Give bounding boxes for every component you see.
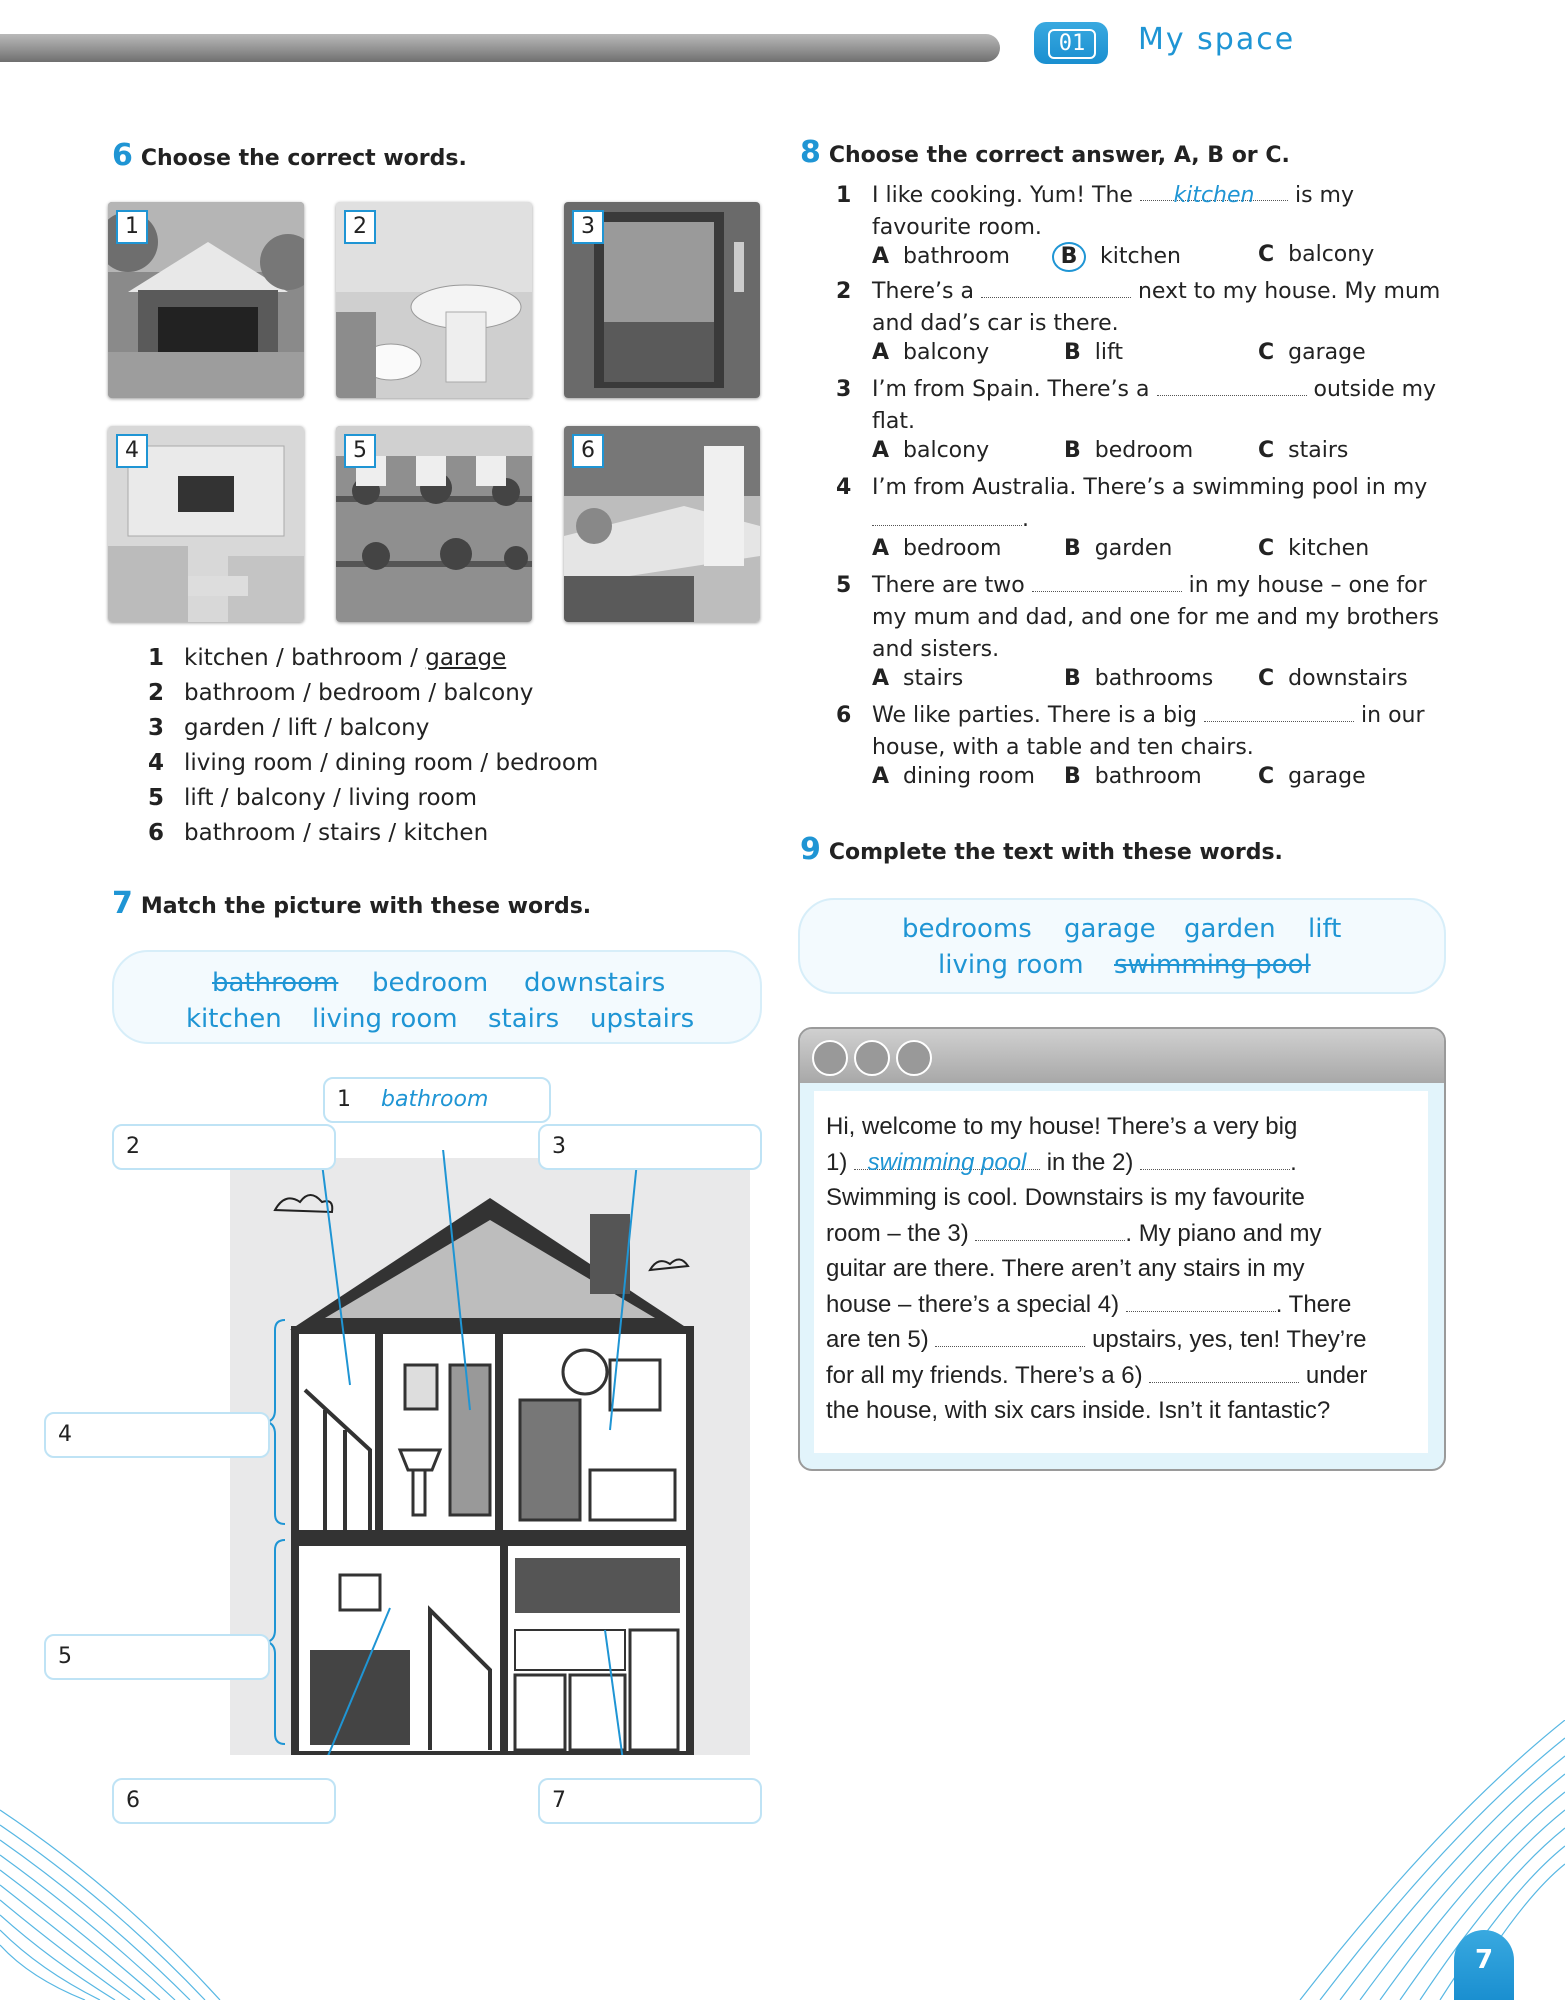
answer-blank[interactable] bbox=[1149, 1362, 1299, 1383]
ex8-option-b[interactable]: B bathrooms bbox=[1064, 666, 1214, 691]
browser-window bbox=[798, 1027, 1446, 1471]
window-button-icon bbox=[896, 1040, 932, 1076]
ex8-option-a[interactable]: A stairs bbox=[872, 666, 964, 691]
answer-blank[interactable] bbox=[1157, 375, 1307, 396]
ex8-instruction: Choose the correct answer, A, B or C. bbox=[828, 143, 1290, 168]
ex7-label-6[interactable]: 6 bbox=[112, 1778, 336, 1824]
ex8-option-c[interactable]: C kitchen bbox=[1258, 536, 1370, 561]
answer-blank[interactable] bbox=[872, 505, 1022, 526]
ex6-list bbox=[148, 641, 598, 851]
ex7-word-box bbox=[112, 950, 762, 1044]
answer-blank[interactable]: kitchen bbox=[1140, 180, 1288, 201]
answer-blank[interactable] bbox=[935, 1326, 1085, 1347]
photo-living-room bbox=[108, 426, 304, 622]
ex8-heading bbox=[800, 135, 1290, 170]
word: living room bbox=[312, 1004, 458, 1034]
ex6-item[interactable]: 6 bathroom / stairs / kitchen bbox=[148, 820, 489, 846]
decorative-curves-right bbox=[1240, 1720, 1565, 2000]
ex6-item[interactable]: 3 garden / lift / balcony bbox=[148, 715, 430, 741]
photo-number: 3 bbox=[572, 210, 604, 244]
word-used: swimming pool bbox=[1114, 950, 1311, 980]
word: lift bbox=[1308, 914, 1342, 944]
photo-garage bbox=[108, 202, 304, 398]
ex7-heading bbox=[112, 886, 591, 921]
photo-kitchen bbox=[564, 426, 760, 622]
window-button-icon bbox=[812, 1040, 848, 1076]
ex7-label-2[interactable]: 2 bbox=[112, 1124, 336, 1170]
ex8-option-c[interactable]: C garage bbox=[1258, 764, 1366, 789]
ex8-option-b[interactable]: B kitchen bbox=[1052, 242, 1181, 272]
answer-blank[interactable] bbox=[1140, 1149, 1290, 1170]
ex6-heading bbox=[112, 138, 467, 173]
ex8-question: 3 I’m from Spain. There’s a outside my flat. bbox=[836, 377, 1437, 434]
answer-blank[interactable] bbox=[1032, 571, 1182, 592]
ex9-word-box bbox=[798, 898, 1446, 994]
ex7-instruction: Match the picture with these words. bbox=[140, 894, 592, 919]
photo-bathroom bbox=[336, 202, 532, 398]
selected-circle: B bbox=[1052, 242, 1086, 272]
answer-blank[interactable] bbox=[981, 277, 1131, 298]
ex7-label-4[interactable]: 4 bbox=[44, 1412, 270, 1458]
word: stairs bbox=[488, 1004, 560, 1034]
ex6-number: 6 bbox=[112, 138, 133, 173]
ex7-label-7[interactable]: 7 bbox=[538, 1778, 762, 1824]
ex7-number: 7 bbox=[112, 886, 133, 921]
word: living room bbox=[938, 950, 1084, 980]
photo-number: 2 bbox=[344, 210, 376, 244]
unit-number: 01 bbox=[1048, 29, 1096, 59]
photo-number: 1 bbox=[116, 210, 148, 244]
ex8-option-a[interactable]: A bedroom bbox=[872, 536, 1002, 561]
unit-title: My space bbox=[1138, 22, 1296, 57]
ex9-number: 9 bbox=[800, 832, 821, 867]
ex8-question: 5 There are two in my house – one for my mum and dad, and one for me and my brothers and sisters. bbox=[836, 573, 1439, 662]
ex8-option-a[interactable]: A bathroom bbox=[872, 244, 1010, 269]
browser-content bbox=[814, 1091, 1428, 1453]
ex6-item[interactable]: 1 kitchen / bathroom / garage bbox=[148, 645, 507, 671]
photo-lift bbox=[564, 202, 760, 398]
header-bar bbox=[0, 34, 1000, 62]
photo-number: 5 bbox=[344, 434, 376, 468]
ex8-question: 6 We like parties. There is a big in our house, with a table and ten chairs. bbox=[836, 703, 1425, 760]
unit-badge bbox=[1034, 22, 1108, 64]
ex7-label-5[interactable]: 5 bbox=[44, 1634, 270, 1680]
ex6-item[interactable]: 5 lift / balcony / living room bbox=[148, 785, 478, 811]
ex6-item[interactable]: 4 living room / dining room / bedroom bbox=[148, 750, 599, 776]
photo-balcony bbox=[336, 426, 532, 622]
word: kitchen bbox=[186, 1004, 282, 1034]
ex9-heading bbox=[800, 832, 1283, 867]
word: garden bbox=[1184, 914, 1276, 944]
ex8-option-b[interactable]: B bathroom bbox=[1064, 764, 1202, 789]
word: garage bbox=[1064, 914, 1156, 944]
page-number: 7 bbox=[1454, 1930, 1514, 2000]
answer-blank[interactable] bbox=[1204, 701, 1354, 722]
answer-blank[interactable] bbox=[975, 1220, 1125, 1241]
ex9-instruction: Complete the text with these words. bbox=[828, 840, 1283, 865]
house-illustration bbox=[230, 1150, 750, 1755]
ex7-label-1[interactable]: 1 bathroom bbox=[323, 1077, 551, 1123]
word: downstairs bbox=[524, 968, 666, 998]
word: bedroom bbox=[372, 968, 489, 998]
answer-blank[interactable]: swimming pool bbox=[854, 1145, 1040, 1170]
ex8-question: 4 I’m from Australia. There’s a swimming pool in my . bbox=[836, 475, 1428, 532]
ex8-option-b[interactable]: B garden bbox=[1064, 536, 1173, 561]
ex8-option-a[interactable]: A balcony bbox=[872, 340, 990, 365]
ex6-item[interactable]: 2 bathroom / bedroom / balcony bbox=[148, 680, 534, 706]
ex8-question: 1 I like cooking. Yum! The kitchen is my favourite room. bbox=[836, 180, 1456, 244]
ex8-option-c[interactable]: C garage bbox=[1258, 340, 1366, 365]
ex8-number: 8 bbox=[800, 135, 821, 170]
ex8-option-c[interactable]: C balcony bbox=[1258, 242, 1375, 267]
ex8-option-b[interactable]: B lift bbox=[1064, 340, 1123, 365]
window-button-icon bbox=[854, 1040, 890, 1076]
ex8-question: 2 There’s a next to my house. My mum and dad’s car is there. bbox=[836, 279, 1441, 336]
ex8-option-c[interactable]: C downstairs bbox=[1258, 666, 1408, 691]
ex8-option-c[interactable]: C stairs bbox=[1258, 438, 1349, 463]
ex8-option-a[interactable]: A dining room bbox=[872, 764, 1035, 789]
selected-answer: garage bbox=[425, 645, 507, 671]
word-used: bathroom bbox=[212, 968, 339, 998]
word: upstairs bbox=[590, 1004, 695, 1034]
answer-blank[interactable] bbox=[1126, 1291, 1276, 1312]
ex7-label-3[interactable]: 3 bbox=[538, 1124, 762, 1170]
ex8-option-a[interactable]: A balcony bbox=[872, 438, 990, 463]
ex8-option-b[interactable]: B bedroom bbox=[1064, 438, 1194, 463]
word: bedrooms bbox=[902, 914, 1032, 944]
ex9-text: Hi, welcome to my house! There’s a very big 1) swimming pool in the 2) . Swimming is cool. Downstairs is my favourite room – the 3) . My piano and my guitar are there. There aren’t any stairs in my house – there’s a special 4) . There are ten 5) upstairs, yes, ten! They’re for all my friends. There’s a 6) under the house, with six cars inside. Isn’t it fantastic? bbox=[826, 1113, 1368, 1424]
photo-number: 6 bbox=[572, 434, 604, 468]
photo-number: 4 bbox=[116, 434, 148, 468]
ex6-instruction: Choose the correct words. bbox=[140, 146, 467, 171]
